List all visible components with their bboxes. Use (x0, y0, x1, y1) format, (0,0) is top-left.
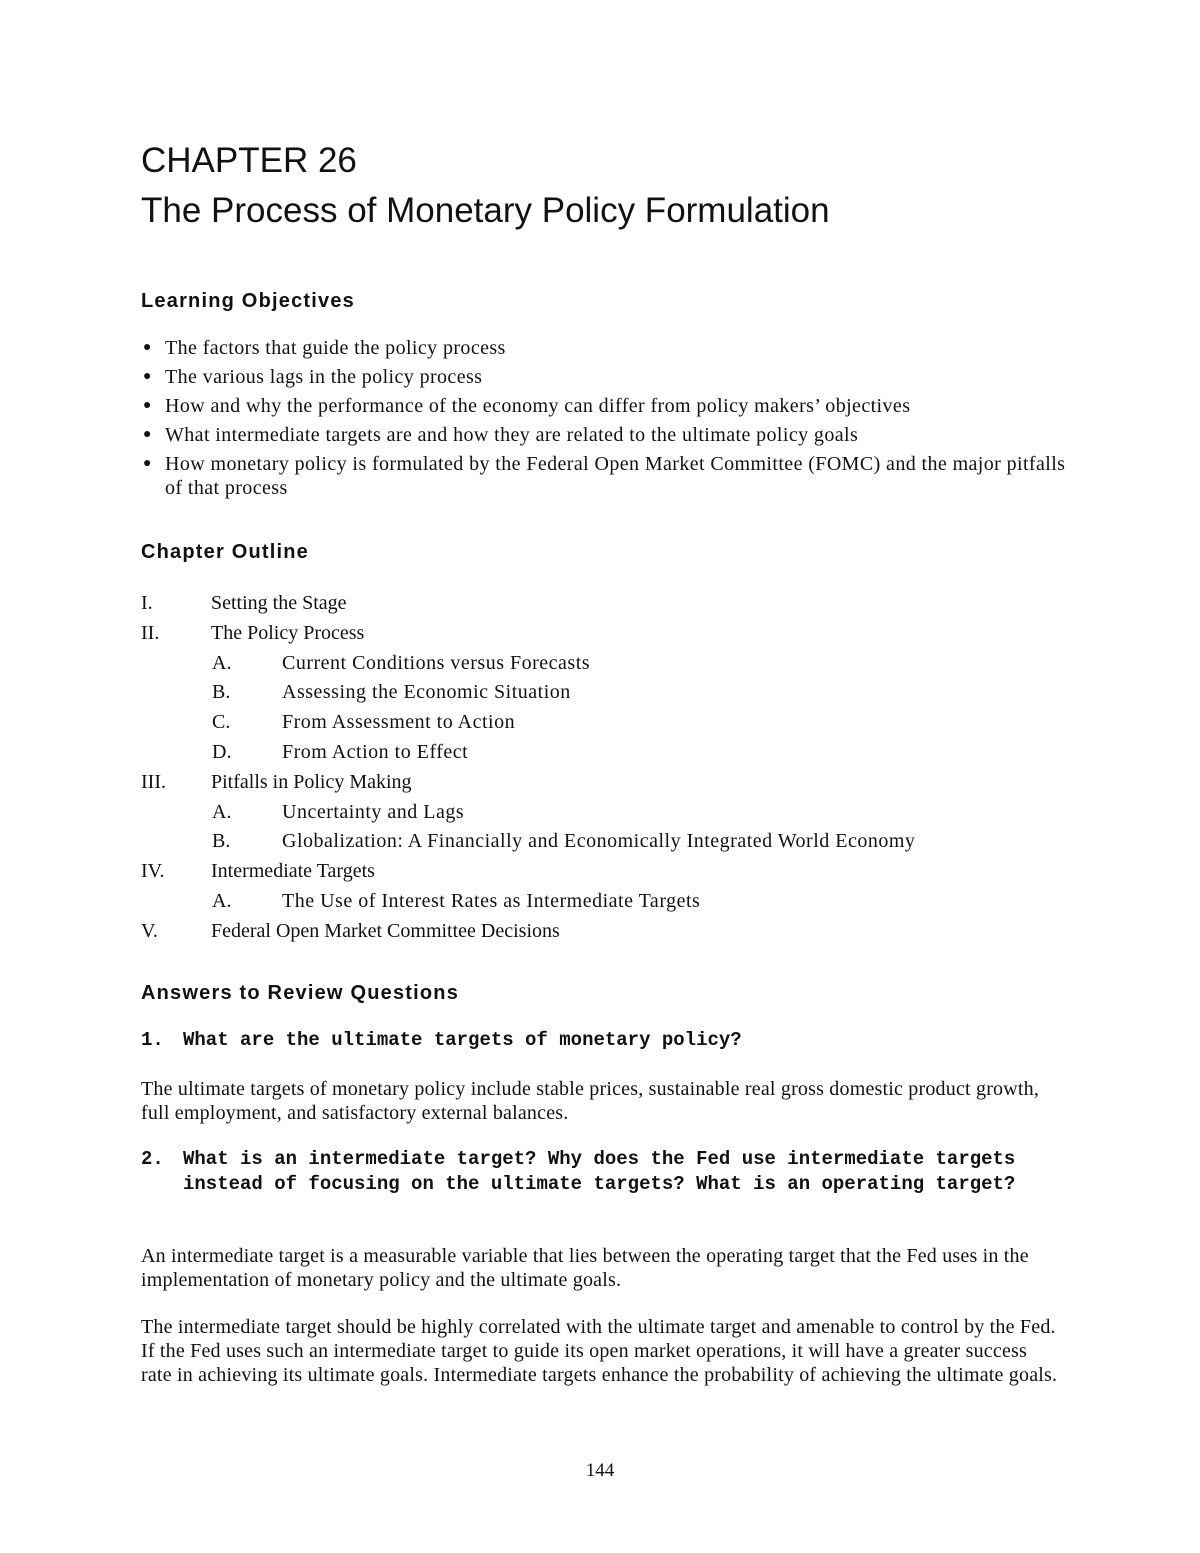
list-item (141, 336, 1071, 360)
outline-row (141, 588, 1101, 618)
chapter-title: The Process of Monetary Policy Formulation (141, 191, 830, 230)
objective-text: The various lags in the policy process (165, 366, 483, 388)
list-item (141, 423, 1071, 447)
outline-text: Setting the Stage (211, 592, 347, 614)
outline-row (141, 737, 1101, 767)
learning-objectives-list (141, 336, 1071, 505)
outline-text: Current Conditions versus Forecasts (282, 651, 591, 674)
outline-text: Globalization: A Financially and Economically Integrated World Economy (282, 830, 916, 853)
outline-row (141, 618, 1101, 648)
outline-text: Assessing the Economic Situation (282, 681, 571, 704)
outline-row (141, 767, 1101, 797)
outline-row (141, 826, 1101, 856)
outline-text: Intermediate Targets (211, 860, 375, 883)
outline-row (141, 648, 1101, 678)
outline-text: From Assessment to Action (282, 711, 516, 734)
chapter-label: CHAPTER 26 (141, 141, 357, 180)
objective-text: What intermediate targets are and how they are related to the ultimate policy goals (165, 424, 859, 446)
outline-number: II. (141, 621, 160, 644)
outline-number: IV. (141, 860, 165, 883)
question-2 (141, 1147, 1043, 1197)
answer-paragraph: An intermediate target is a measurable variable that lies between the operating target that the Fed uses in the implementation of monetary policy and the ultimate goals. (141, 1245, 1029, 1291)
objective-text: How monetary policy is formulated by the Federal Open Market Committee (FOMC) and the major pitfalls of that process (165, 453, 1066, 499)
learning-objectives-heading: Learning Objectives (141, 290, 355, 312)
page-number: 144 (585, 1460, 615, 1481)
question-number: 1. (141, 1029, 164, 1051)
outline-text: The Policy Process (211, 621, 365, 644)
outline-text: Pitfalls in Policy Making (211, 770, 412, 793)
list-item (141, 365, 1071, 389)
question-1 (141, 1028, 1043, 1053)
chapter-outline-heading: Chapter Outline (141, 541, 310, 563)
outline-number: A. (212, 889, 232, 912)
outline-number: C. (212, 711, 231, 734)
outline-row (141, 707, 1101, 737)
outline-text: From Action to Effect (282, 740, 469, 763)
bullet-icon: ● (143, 398, 152, 413)
outline-number: III. (141, 770, 166, 793)
outline-text: Uncertainty and Lags (282, 800, 465, 823)
bullet-icon: ● (143, 340, 152, 355)
objective-text: The factors that guide the policy process (165, 337, 506, 359)
answer-paragraph: The ultimate targets of monetary policy include stable prices, sustainable real gross domestic product growth, full employment, and satisfactory external balances. (141, 1078, 1040, 1124)
outline-number: B. (212, 681, 231, 704)
list-item (141, 452, 1071, 500)
outline-number: I. (141, 592, 153, 614)
outline-number: D. (212, 740, 232, 763)
outline-row (141, 886, 1101, 916)
outline-number: A. (212, 651, 232, 674)
outline-row (141, 856, 1101, 886)
chapter-outline (141, 588, 1101, 946)
outline-row (141, 797, 1101, 827)
question-number: 2. (141, 1148, 164, 1170)
outline-number: A. (212, 800, 232, 823)
outline-row (141, 916, 1101, 946)
answer-paragraph: The intermediate target should be highly correlated with the ultimate target and amenable to control by the Fed. If the Fed uses such an intermediate target to guide its open market operations, it will have a greater success rate in achieving its ultimate goals. Intermediate targets enhance the probability of achieving the ultimate goals. (141, 1316, 1058, 1386)
question-text: What is an intermediate target? Why does the Fed use intermediate targets instead of focusing on the ultimate targets? What is an operating target? (183, 1148, 1016, 1195)
outline-number: V. (141, 919, 158, 942)
bullet-icon: ● (143, 369, 152, 384)
outline-text: The Use of Interest Rates as Intermediate Targets (282, 889, 701, 912)
objective-text: How and why the performance of the economy can differ from policy makers’ objectives (165, 395, 911, 417)
bullet-icon: ● (143, 456, 152, 471)
review-answers-heading: Answers to Review Questions (141, 982, 460, 1004)
outline-number: B. (212, 830, 231, 853)
question-text: What are the ultimate targets of monetary policy? (183, 1029, 742, 1051)
bullet-icon: ● (143, 427, 152, 442)
outline-row (141, 677, 1101, 707)
list-item (141, 394, 1071, 418)
outline-text: Federal Open Market Committee Decisions (211, 919, 560, 942)
